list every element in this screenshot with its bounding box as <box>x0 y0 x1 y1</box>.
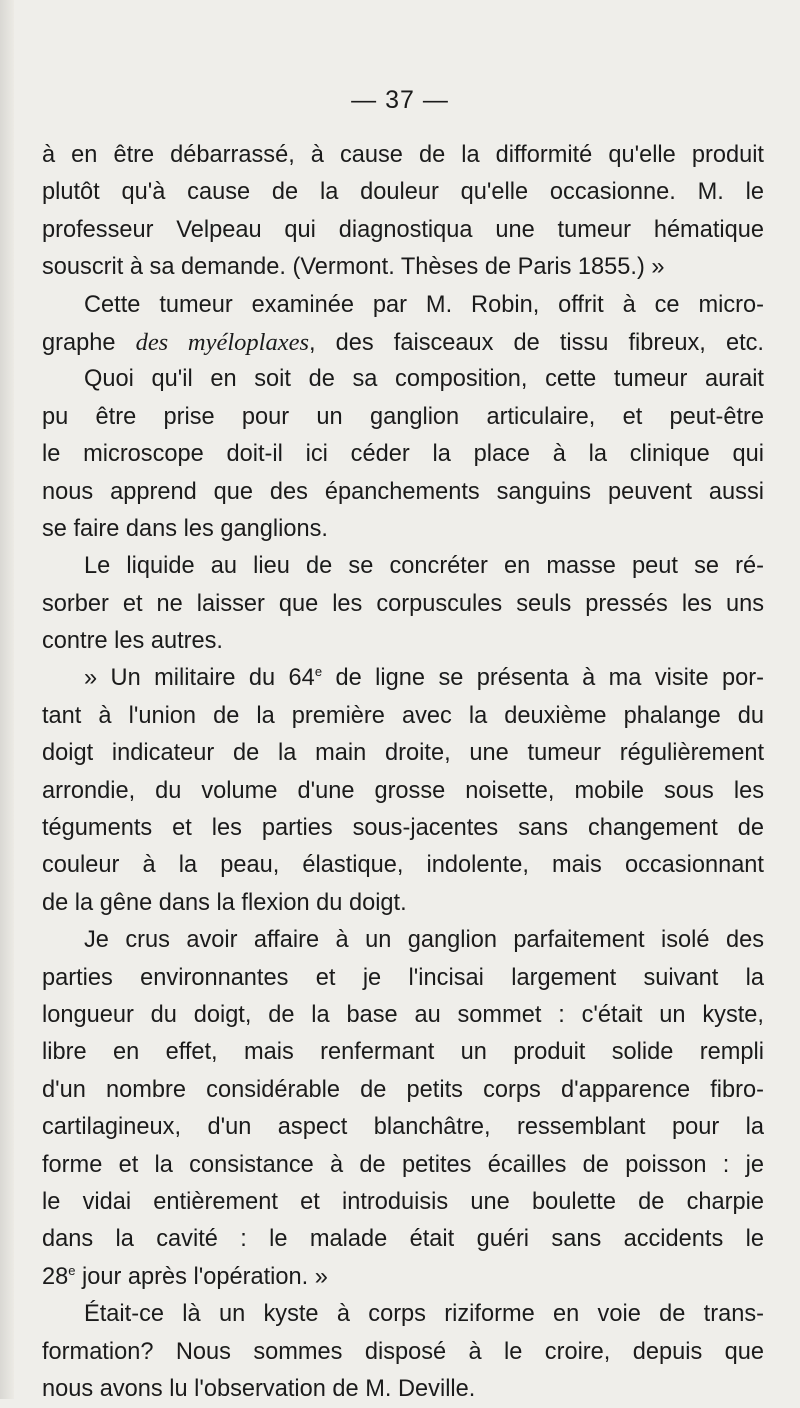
line-text: 28 <box>42 1263 69 1290</box>
text-line: plutôt qu'à cause de la douleur qu'elle occasionne. M. le <box>42 179 764 206</box>
text-line: Cette tumeur examinée par M. Robin, offrit à ce micro- <box>84 291 764 318</box>
text-line: forme et la consistance à de petites écailles de poisson : je <box>42 1151 764 1178</box>
text-line: Le liquide au lieu de se concréter en masse peut se ré- <box>84 553 764 580</box>
text-line: cartilagineux, d'un aspect blanchâtre, ressemblant pour la <box>42 1114 764 1141</box>
line-text: » Un militaire du 64 <box>84 665 315 692</box>
line-text: de ligne se présenta à ma visite por- <box>322 665 764 692</box>
text-line: de la gêne dans la flexion du doigt. <box>42 889 407 916</box>
text-line <box>42 660 764 697</box>
text-line: téguments et les parties sous-jacentes sans changement de <box>42 815 764 842</box>
line-text: graphe <box>42 329 136 356</box>
text-line: Était-ce là un kyste à corps riziforme en voie de trans- <box>84 1301 764 1328</box>
text-line: contre les autres. <box>42 628 223 655</box>
text-line: couleur à la peau, élastique, indolente, mais occasionnant <box>42 852 764 879</box>
text-line: formation? Nous sommes disposé à le croire, depuis que <box>42 1338 764 1365</box>
text-line: parties environnantes et je l'incisai largement suivant la <box>42 964 764 991</box>
text-line: sorber et ne laisser que les corpuscules seuls pressés les uns <box>42 590 764 617</box>
text-line: professeur Velpeau qui diagnostiqua une tumeur hématique <box>42 216 764 243</box>
text-body <box>42 137 764 1408</box>
text-line: Je crus avoir affaire à un ganglion parfaitement isolé des <box>84 927 764 954</box>
text-line: nous apprend que des épanchements sanguins peuvent aussi <box>42 478 764 505</box>
text-line <box>42 1259 764 1296</box>
text-line: arrondie, du volume d'une grosse noisette, mobile sous les <box>42 777 764 804</box>
text-line: doigt indicateur de la main droite, une tumeur régulièrement <box>42 740 764 767</box>
superscript: e <box>314 664 323 680</box>
italic-term: des myéloplaxes <box>135 328 309 356</box>
text-line: dans la cavité : le malade était guéri sans accidents le <box>42 1226 764 1253</box>
text-line: pu être prise pour un ganglion articulaire, et peut-être <box>42 403 764 430</box>
text-line: longueur du doigt, de la base au sommet : c'était un kyste, <box>42 1001 764 1028</box>
text-line: tant à l'union de la première avec la deuxième phalange du <box>42 702 764 729</box>
superscript: e <box>68 1262 76 1278</box>
text-line: le vidai entièrement et introduisis une boulette de charpie <box>42 1188 764 1215</box>
line-text: jour après l'opération. » <box>75 1263 328 1290</box>
text-line: nous avons lu l'observation de M. Deville. <box>42 1375 476 1402</box>
text-line: le microscope doit-il ici céder la place à la clinique qui <box>42 441 764 468</box>
text-line: d'un nombre considérable de petits corps d'apparence fibro- <box>42 1076 764 1103</box>
page-edge <box>0 0 14 1399</box>
page-number: — 37 — <box>351 86 449 114</box>
text-line: Quoi qu'il en soit de sa composition, cette tumeur aurait <box>84 366 764 393</box>
line-text: , des faisceaux de tissu fibreux, etc. <box>308 329 764 356</box>
text-line: libre en effet, mais renfermant un produit solide rempli <box>42 1039 764 1066</box>
text-line <box>42 324 764 361</box>
text-line: à en être débarrassé, à cause de la difformité qu'elle produit <box>42 142 764 168</box>
text-line: se faire dans les ganglions. <box>42 515 328 542</box>
text-line: souscrit à sa demande. (Vermont. Thèses de Paris 1855.) » <box>42 254 665 281</box>
